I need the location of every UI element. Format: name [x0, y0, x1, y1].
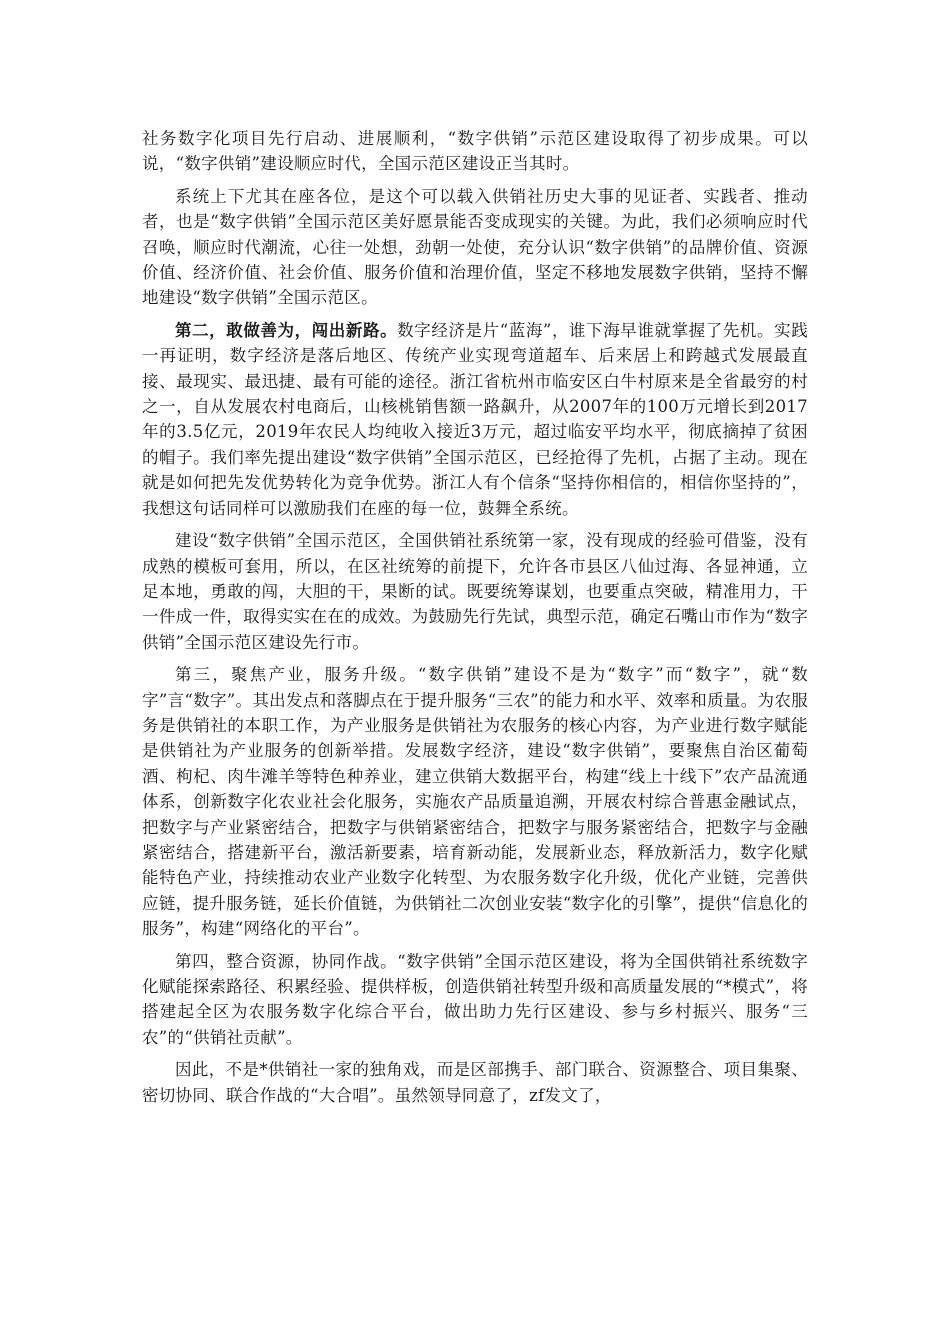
paragraph-2-text: 系统上下尤其在座各位，是这个可以载入供销社历史大事的见证者、实践者、推动者，也是“数字供销”全国示范区美好愿景能否变成现实的关键。为此，我们必须响应时代召唤，顺应时代潮流，心往一处想，劲朝一处使，充分认识“数字供销”的品牌价值、资源价值、经济价值、社会价值、服务价值和治理价值，坚定不移地发展数字供销，坚持不懈地建设“数字供销”全国示范区。: [142, 186, 808, 308]
paragraph-4: [142, 528, 808, 655]
paragraph-1: [142, 126, 808, 177]
document-body: [142, 126, 808, 1115]
paragraph-5: [142, 662, 808, 941]
paragraph-7: [142, 1057, 808, 1108]
paragraph-3-text: 数字经济是片“蓝海”，谁下海早谁就掌握了先机。实践一再证明，数字经济是落后地区、传统产业实现弯道超车、后来居上和跨越式发展最直接、最现实、最迅捷、最有可能的途径。浙江省杭州市临安区白牛村原来是全省最穷的村之一，自从发展农村电商后，山核桃销售额一路飙升，从2007年的100万元增长到2017年的3.5亿元，2019年农民人均纯收入接近3万元，超过临安平均水平，彻底摘掉了贫困的帽子。我们率先提出建设“数字供销”全国示范区，已经抢得了先机，占据了主动。现在就是如何把先发优势转化为竞争优势。浙江人有个信条“坚持你相信的，相信你坚持的”，我想这句话同样可以激励我们在座的每一位，鼓舞全系统。: [142, 320, 808, 518]
paragraph-6-text: 第四，整合资源，协同作战。“数字供销”全国示范区建设，将为全国供销社系统数字化赋能探索路径、积累经验、提供样板，创造供销社转型升级和高质量发展的“*模式”，将搭建起全区为农服务数字化综合平台，做出助力先行区建设、参与乡村振兴、服务“三农”的“供销社贡献”。: [142, 951, 808, 1047]
paragraph-6: [142, 949, 808, 1051]
paragraph-1-text: 社务数字化项目先行启动、进展顺利，“数字供销”示范区建设取得了初步成果。可以说，“数字供销”建设顺应时代，全国示范区建设正当其时。: [142, 129, 808, 174]
paragraph-7-text: 因此，不是*供销社一家的独角戏，而是区部携手、部门联合、资源整合、项目集聚、密切协同、联合作战的“大合唱”。虽然领导同意了，zf发文了，: [142, 1060, 808, 1105]
paragraph-3-heading: 第二，敢做善为，闯出新路。: [175, 320, 398, 340]
paragraph-2: [142, 184, 808, 311]
paragraph-4-text: 建设“数字供销”全国示范区，全国供销社系统第一家，没有现成的经验可借鉴，没有成熟的模板可套用，所以，在区社统筹的前提下，允许各市县区八仙过海、各显神通，立足本地，勇敢的闯，大胆的干，果断的试。既要统筹谋划，也要重点突破，精准用力，干一件成一件，取得实实在在的成效。为鼓励先行先试，典型示范，确定石嘴山市作为“数字供销”全国示范区建设先行市。: [142, 531, 808, 652]
paragraph-5-text: 第三，聚焦产业，服务升级。“数字供销”建设不是为“数字”而“数字”，就“数字”言“数字”。其出发点和落脚点在于提升服务“三农”的能力和水平、效率和质量。为农服务是供销社的本职工作，为产业服务是供销社为农服务的核心内容，为产业进行数字赋能是供销社为产业服务的创新举措。发展数字经济，建设“数字供销”，要聚焦自治区葡萄酒、枸杞、肉牛滩羊等特色种养业，建立供销大数据平台，构建“线上十线下”农产品流通体系，创新数字化农业社会化服务，实施农产品质量追溯，开展农村综合普惠金融试点，把数字与产业紧密结合，把数字与供销紧密结合，把数字与服务紧密结合，把数字与金融紧密结合，搭建新平台，激活新要素，培育新动能，发展新业态，释放新活力，数字化赋能特色产业，持续推动农业产业数字化转型、为农服务数字化升级，优化产业链，完善供应链，提升服务链，延长价值链，为供销社二次创业安装“数字化的引擎”，提供“信息化的服务”，构建“网络化的平台”。: [142, 665, 808, 939]
paragraph-3: [142, 318, 808, 521]
